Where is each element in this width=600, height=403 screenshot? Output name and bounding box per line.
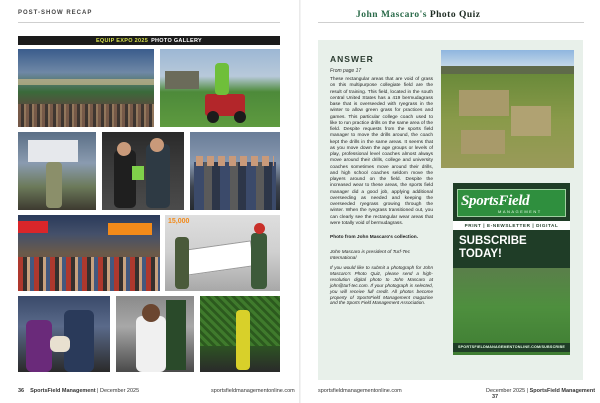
spine <box>299 0 301 403</box>
divider <box>18 22 280 23</box>
gallery-photo-group <box>190 132 280 210</box>
ad-headline <box>459 235 527 261</box>
right-footer: December 2025 | SportsField Management 37 <box>486 388 596 400</box>
gallery-photo-thumbs-up <box>116 296 194 372</box>
ad-logo-main: SportsField <box>461 193 530 209</box>
submission-info: If you would like to submit a photograph for John Mascaro's Photo Quiz, please send a high-resolution digital photo to John Mascaro at john@turf-tec.com. If your photograph is selected, you will receive full credit. All photos become property of SportsField Management magazine and the Sports Field Management Association. <box>330 265 433 306</box>
footer-date: December 2025 <box>100 388 140 394</box>
answer-body: These rectangular areas that are void of grass on this multipurpose collegiate field are the result of training. This field, located in the south central United States has a 419 bermudagrass base that is overseeded with ryegrass in the winter to allow green grass for practices and games. This particular college coach used to like to run practice drills on the same area of the field. Despite requests from the sports field manager to move the drills around, the coach kept the drills in the same areas. It seems that as you move down the age groups or levels of play, professional level coaches almost always move around their drills, college and university coaches sometimes move around their drills, and high school coaches seldom move the players around on the field. Despite the increased wear to these areas, the sports field manager did a good job, applying additional overseeding as needed and keeping the overseeded ryegrass growing through the winter. When the ryegrass transitioned out, you can clearly see the rectangular wear areas that were totally void of bermudagrass. <box>330 77 433 226</box>
gallery-event: EQUIP EXPO 2025 <box>95 37 149 44</box>
left-footer: 36 SportsField Management | December 2025 <box>18 388 140 394</box>
quiz-field-photo <box>441 50 574 168</box>
footer-magazine: SportsField Management <box>529 388 596 394</box>
gallery-photo-mower <box>160 49 280 127</box>
title-prefix: John Mascaro's <box>356 10 427 20</box>
ad-logo <box>457 189 566 217</box>
gallery-photo-hedge <box>200 296 280 372</box>
check-amount: 15,000 <box>168 218 190 225</box>
gallery-photo-product <box>102 132 184 210</box>
divider <box>318 22 584 23</box>
gallery-photo-check <box>165 215 280 291</box>
answer-heading: ANSWER <box>330 54 374 64</box>
title-suffix: Photo Quiz <box>429 10 481 20</box>
gallery-photo-booth-pointing <box>18 132 96 210</box>
answer-from: From page 17 <box>330 68 362 74</box>
ad-line-2: TODAY! <box>459 248 502 260</box>
ad-turf-image <box>453 268 570 355</box>
subscribe-ad[interactable] <box>453 183 570 355</box>
author-bio: John Mascaro is president of Turf-Tec International <box>330 250 410 262</box>
ad-media-types: PRINT | E-NEWSLETTER | DIGITAL <box>453 221 570 230</box>
ad-url[interactable]: SPORTSFIELDMANAGEMENTONLINE.COM/SUBSCRIBE <box>453 343 570 352</box>
footer-url[interactable]: sportsfieldmanagementonline.com <box>211 388 295 394</box>
ad-logo-sub: MANAGEMENT <box>498 209 542 214</box>
gallery-photo-puppy <box>18 296 110 372</box>
page-title <box>356 10 481 20</box>
gallery-banner <box>18 36 280 45</box>
gallery-photo-stadium <box>18 49 154 127</box>
footer-date: December 2025 <box>486 388 526 394</box>
footer-url[interactable]: sportsfieldmanagementonline.com <box>318 388 402 394</box>
gallery-title: PHOTO GALLERY <box>151 37 203 44</box>
gallery-photo-exhibit-hall <box>18 215 160 291</box>
page-number: 37 <box>492 394 499 400</box>
ad-line-1: SUBSCRIBE <box>459 235 527 247</box>
section-kicker: POST-SHOW RECAP <box>18 10 93 16</box>
page-number: 36 <box>18 388 25 394</box>
footer-magazine: SportsField Management <box>30 388 96 394</box>
photo-credit: Photo from John Mascaro's collection. <box>330 235 419 240</box>
